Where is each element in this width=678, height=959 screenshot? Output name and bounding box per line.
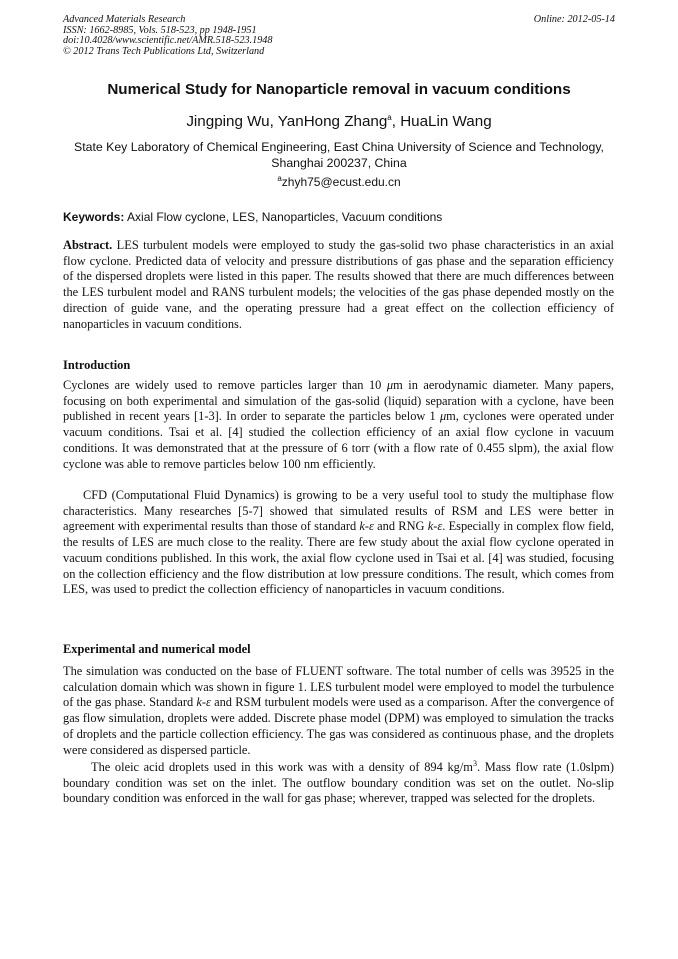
- issn-line: ISSN: 1662-8985, Vols. 518-523, pp 1948-1951: [63, 24, 257, 36]
- text-run: CFD (Computational Fluid Dynamics) is growing to be a very useful tool to study the multiphase flow characteristics. Many researches [5-7] showed that simulated results of RSM and LES were better in agreement with experimental results than those of standard: [63, 488, 614, 534]
- journal-header: [63, 15, 272, 57]
- journal-name: Advanced Materials Research: [63, 14, 186, 25]
- text-run: . Mass flow rate (1.0slpm) boundary condition was set on the inlet. The outflow boundary condition was set on the outlet. No-slip boundary condition was enforced in the wall for gas phase; wherever, trapped was selected for the droplets.: [63, 760, 614, 806]
- text-run: m in aerodynamic diameter. Many papers, focusing on both experimental and simulation of the gas-solid (liquid) separation with a cyclone, have been published in recent years [1-3]. In order to separate the particles below 1: [63, 378, 614, 424]
- author-2-affil-mark: a: [387, 112, 392, 122]
- email-address: zhyh75@ecust.edu.cn: [281, 175, 401, 189]
- text-run: Cyclones are widely used to remove particles larger than 10: [63, 378, 387, 392]
- experimental-paragraph-2: [63, 760, 614, 807]
- keywords-label: Keywords:: [63, 210, 125, 224]
- text-run: m, cyclones were operated under vacuum conditions. Tsai et al. [4] studied the collection efficiency of an axial flow cyclone in vacuum conditions. It was demonstrated that at the pressure of 6 torr (with a flow rate of 0.455 slpm), the axial flow cyclone was able to remove particles below 100 nm efficiently.: [63, 409, 614, 471]
- affiliation: [50, 139, 628, 171]
- superscript-3: 3: [472, 758, 477, 768]
- doi-line: doi:10.4028/www.scientific.net/AMR.518-523.1948: [63, 35, 273, 47]
- affiliation-line-1: State Key Laboratory of Chemical Engineering, East China University of Science and Technology,: [74, 140, 604, 154]
- contact-email: [0, 174, 678, 190]
- keywords: [63, 209, 623, 225]
- abstract: [63, 238, 614, 332]
- section-heading-experimental: Experimental and numerical model: [63, 642, 251, 656]
- experimental-paragraph-1: [63, 664, 614, 758]
- introduction-paragraph-2: [63, 488, 614, 598]
- author-3: , HuaLin Wang: [391, 113, 492, 130]
- symbol-k-epsilon: k-ε: [196, 695, 211, 710]
- text-run: and RNG: [373, 519, 428, 534]
- abstract-text: LES turbulent models were employed to study the gas-solid two phase characteristics in an axial flow cyclone. Predicted data of velocity and pressure distributions of gas phase and the separation efficiency of the dispersed droplets were listed in this paper. The results showed that there are much differences between the LES turbulent model and RANS turbulent models; the velocities of the gas phase depended mostly on the direction of guide vane, and the operating pressure had a great effect on the collection efficiency of nanoparticles in vacuum conditions.: [63, 238, 614, 331]
- author-list: [0, 112, 678, 131]
- text-run: The simulation was conducted on the base of FLUENT software. The total number of cells was 39525 in the calculation domain which was shown in figure 1. LES turbulent model were employed to model the turbulence of the gas phase. Standard: [63, 664, 614, 710]
- symbol-mu: μ: [386, 378, 394, 392]
- email-affil-mark: a: [277, 174, 282, 183]
- symbol-mu: μ: [439, 409, 447, 424]
- author-2: YanHong Zhang: [277, 113, 388, 130]
- copyright-line: © 2012 Trans Tech Publications Ltd, Switzerland: [63, 45, 265, 57]
- text-run: and RSM turbulent models were used as a comparison. After the convergence of gas flow simulation, droplets were added. Discrete phase model (DPM) was employed to simulation the tracks of droplets and the particle collection efficiency. The gas was considered as continuous phase, and the droplets were considered as dispersed particle.: [63, 695, 614, 757]
- symbol-k-epsilon: k-ε: [359, 519, 374, 534]
- text-run: The oleic acid droplets used in this work was with a density of 894 kg/m: [91, 760, 473, 774]
- keywords-text: Axial Flow cyclone, LES, Nanoparticles, Vacuum conditions: [124, 210, 443, 224]
- symbol-k-epsilon: k-ε: [427, 519, 443, 534]
- introduction-paragraph-1: [63, 378, 614, 472]
- affiliation-line-2: Shanghai 200237, China: [271, 156, 407, 170]
- paper-title: Numerical Study for Nanoparticle removal in vacuum conditions: [107, 81, 571, 98]
- section-heading-introduction: Introduction: [63, 358, 131, 372]
- online-date: Online: 2012-05-14: [533, 14, 615, 25]
- abstract-label: Abstract.: [63, 238, 113, 252]
- text-run: . Especially in complex flow field, the results of LES are much close to the reality. There are few study about the axial flow cyclone operated in vacuum conditions published. In this work, the axial flow cyclone used in Tsai et al. [4] was studied, focusing on the collection efficiency and the flow distribution at low pressure conditions. The result, which comes from LES, was used to predict the collection efficiency of nanoparticles in vacuum conditions.: [63, 519, 614, 597]
- author-1: Jingping Wu,: [186, 113, 278, 130]
